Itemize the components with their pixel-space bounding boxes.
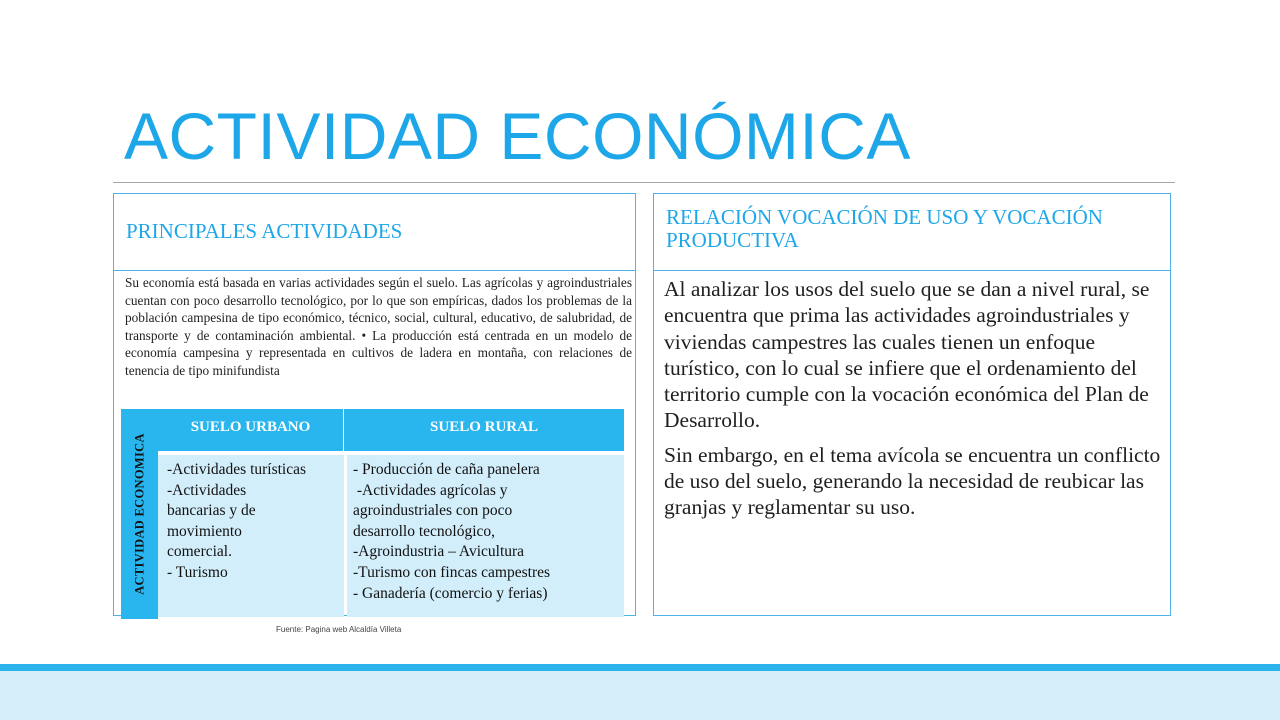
right-panel-body — [664, 276, 1166, 529]
cell-suelo-urbano — [158, 455, 344, 617]
urbano-line: bancarias y de — [167, 502, 256, 520]
footer-band — [0, 671, 1280, 720]
urbano-line: movimiento — [167, 522, 242, 540]
table-side-label-text: ACTIVIDAD ECONOMICA — [132, 433, 146, 595]
rural-line: -Actividades agrícolas y — [353, 481, 508, 499]
urbano-line: -Actividades — [167, 481, 247, 499]
rural-line: -Turismo con fincas campestres — [353, 563, 551, 581]
right-paragraph: Sin embargo, en el tema avícola se encuentra un conflicto de uso del suelo, generando la necesidad de reubicar las granjas y reglamentar su uso. — [664, 442, 1161, 520]
header-suelo-rural: SUELO RURAL — [344, 409, 624, 451]
header-suelo-urbano: SUELO URBANO — [158, 409, 344, 451]
left-panel-heading: PRINCIPALES ACTIVIDADES — [114, 194, 635, 271]
rural-line: - Producción de caña panelera — [353, 461, 540, 478]
urbano-line: -Actividades turísticas — [167, 461, 307, 478]
table-side-label — [121, 409, 158, 619]
title-divider — [113, 182, 1175, 183]
activity-table — [121, 409, 624, 619]
left-panel-body: Su economía está basada en varias actividades según el suelo. Las agrícolas y agroindustriales cuentan con poco desarrollo tecnológico, por lo que son empíricas, dados los problemas de la población campesina de tipo económico, técnico, social, cultural, educativo, de salubridad, de transporte y de contaminación ambiental. • La producción está centrada en un modelo de economía campesina y representada en cultivos de ladera en montaña, con relaciones de tenencia de tipo minifundista — [125, 275, 632, 378]
rural-line: - Ganadería (comercio y ferias) — [353, 584, 548, 602]
urbano-line: comercial. — [167, 543, 232, 561]
footer-accent-strip — [0, 664, 1280, 671]
cell-suelo-rural — [347, 455, 624, 617]
source-caption: Fuente: Pagina web Alcaldía Villeta — [276, 625, 402, 634]
relacion-vocacion-panel — [653, 193, 1171, 616]
slide-title: ACTIVIDAD ECONÓMICA — [124, 99, 911, 173]
rural-line: desarrollo tecnológico, — [353, 522, 496, 540]
rural-line: agroindustriales con poco — [353, 502, 513, 520]
right-paragraph: Al analizar los usos del suelo que se dan a nivel rural, se encuentra que prima las actividades agroindustriales y viviendas campestres las cuales tienen un enfoque turístico, con lo cual se infiere que el ordenamiento del territorio cumple con la vocación económica del Plan de Desarrollo. — [664, 277, 1150, 433]
right-panel-heading: RELACIÓN VOCACIÓN DE USO Y VOCACIÓN PRODUCTIVA — [654, 194, 1170, 271]
urbano-line: - Turismo — [167, 563, 228, 581]
rural-line: -Agroindustria – Avicultura — [353, 543, 525, 561]
